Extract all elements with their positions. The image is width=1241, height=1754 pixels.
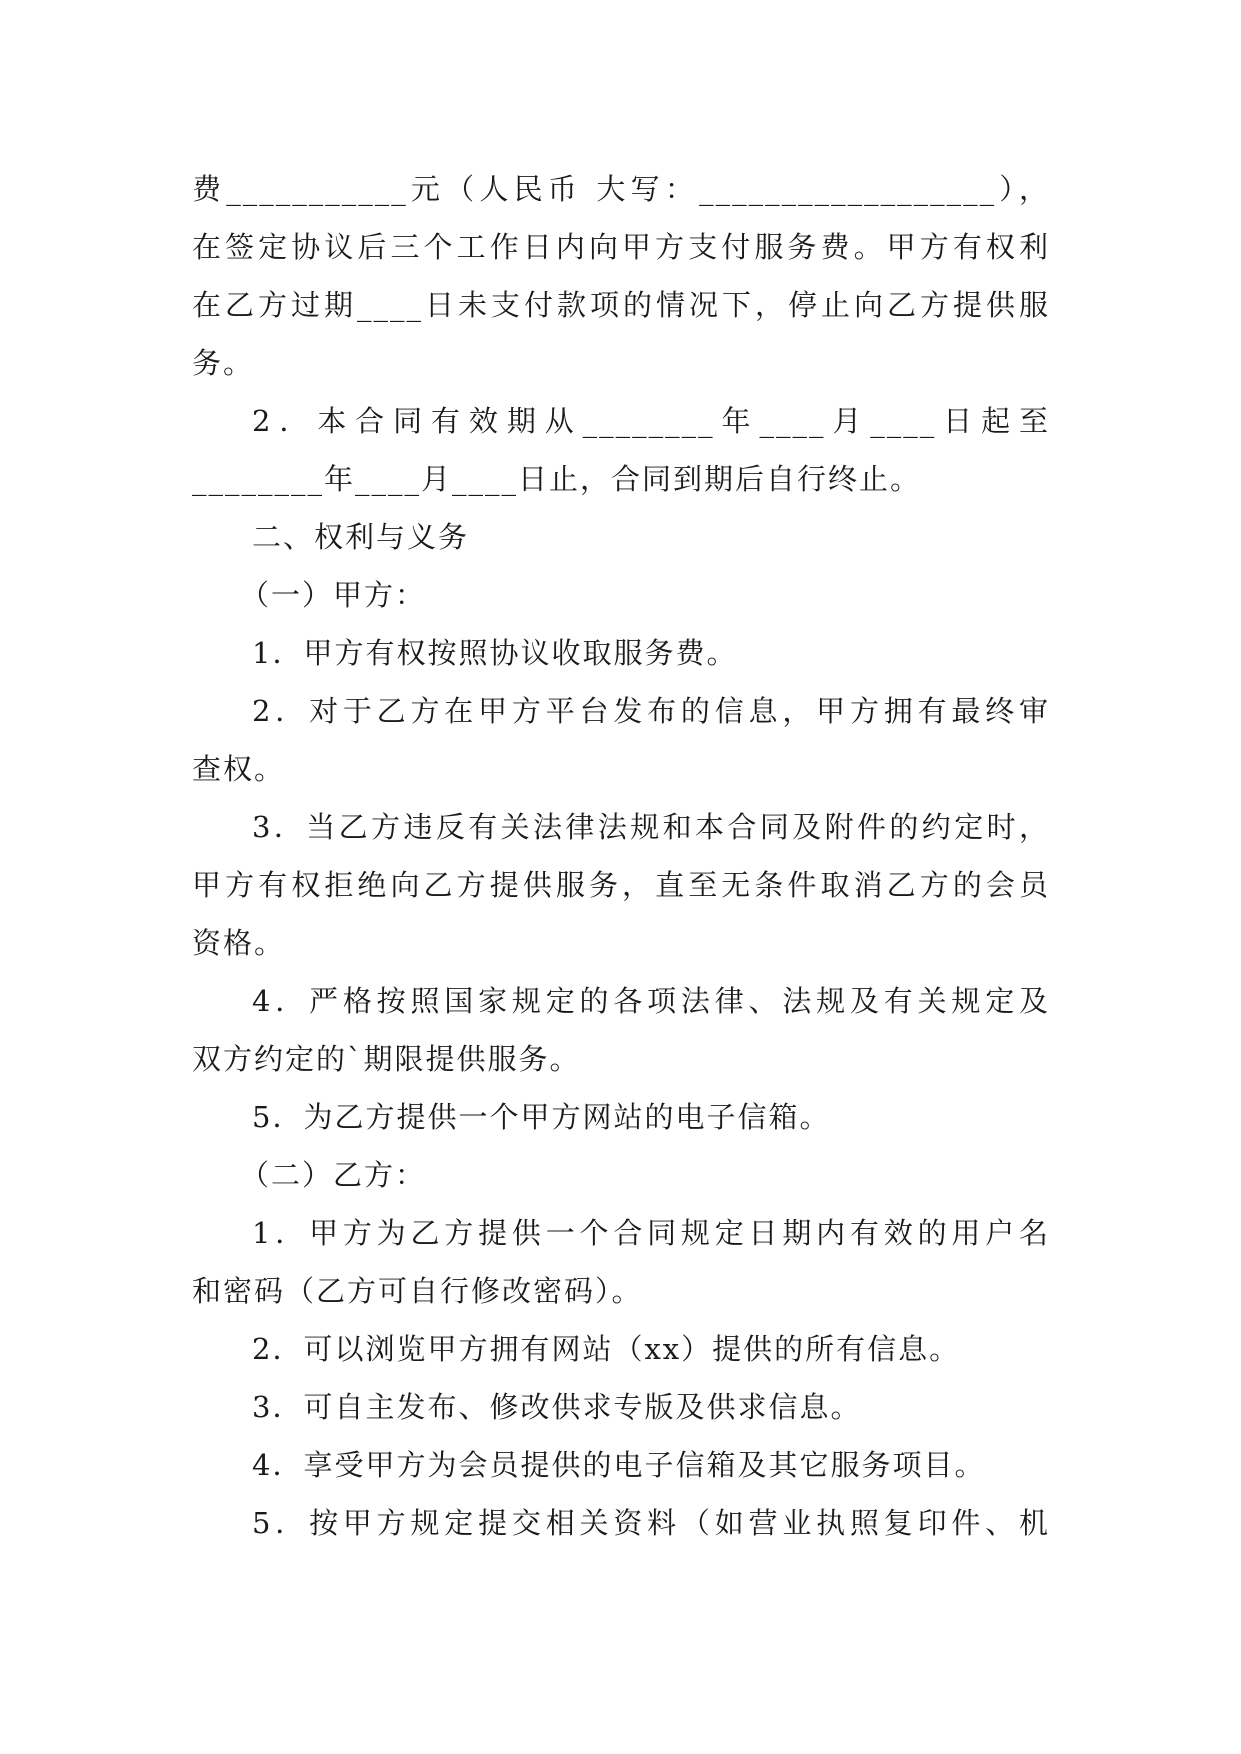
text-line: 1．甲方有权按照协议收取服务费。 — [252, 636, 738, 670]
document-body — [192, 160, 1050, 1552]
text-line: 3．当乙方违反有关法律法规和本合同及附件的约定时， — [252, 810, 1050, 844]
text-line: 4．严格按照国家规定的各项法律、法规及有关规定及 — [252, 984, 1050, 1018]
text-line: 资格。 — [192, 926, 286, 960]
text-line: 费___________元（人民币 大写：__________________）， — [192, 172, 1050, 206]
text-line: 双方约定的`期限提供服务。 — [192, 1042, 581, 1076]
text-line: 甲方有权拒绝向乙方提供服务，直至无条件取消乙方的会员 — [192, 868, 1050, 902]
subsection-heading: （二）乙方： — [240, 1158, 427, 1192]
subsection-heading: （一）甲方： — [240, 578, 427, 612]
text-line: 2．对于乙方在甲方平台发布的信息，甲方拥有最终审 — [252, 694, 1050, 728]
text-line: 1．甲方为乙方提供一个合同规定日期内有效的用户名 — [252, 1216, 1050, 1250]
text-line: 4．享受甲方为会员提供的电子信箱及其它服务项目。 — [252, 1448, 986, 1482]
text-line: 和密码（乙方可自行修改密码）。 — [192, 1274, 643, 1308]
text-line: ________年____月____日止，合同到期后自行终止。 — [192, 462, 922, 496]
text-line: 5．为乙方提供一个甲方网站的电子信箱。 — [252, 1100, 831, 1134]
text-line: 查权。 — [192, 752, 286, 786]
text-line: 在乙方过期____日未支付款项的情况下，停止向乙方提供服 — [192, 288, 1050, 322]
text-line: 2．可以浏览甲方拥有网站（xx）提供的所有信息。 — [252, 1332, 961, 1366]
text-line: 3．可自主发布、修改供求专版及供求信息。 — [252, 1390, 862, 1424]
text-line: 务。 — [192, 346, 255, 380]
text-line: 5．按甲方规定提交相关资料（如营业执照复印件、机 — [252, 1506, 1050, 1540]
section-heading: 二、权利与义务 — [252, 520, 470, 554]
text-line: 在签定协议后三个工作日内向甲方支付服务费。甲方有权利 — [192, 230, 1050, 264]
text-line: 2．本合同有效期从________年____月____日起至 — [252, 404, 1050, 438]
